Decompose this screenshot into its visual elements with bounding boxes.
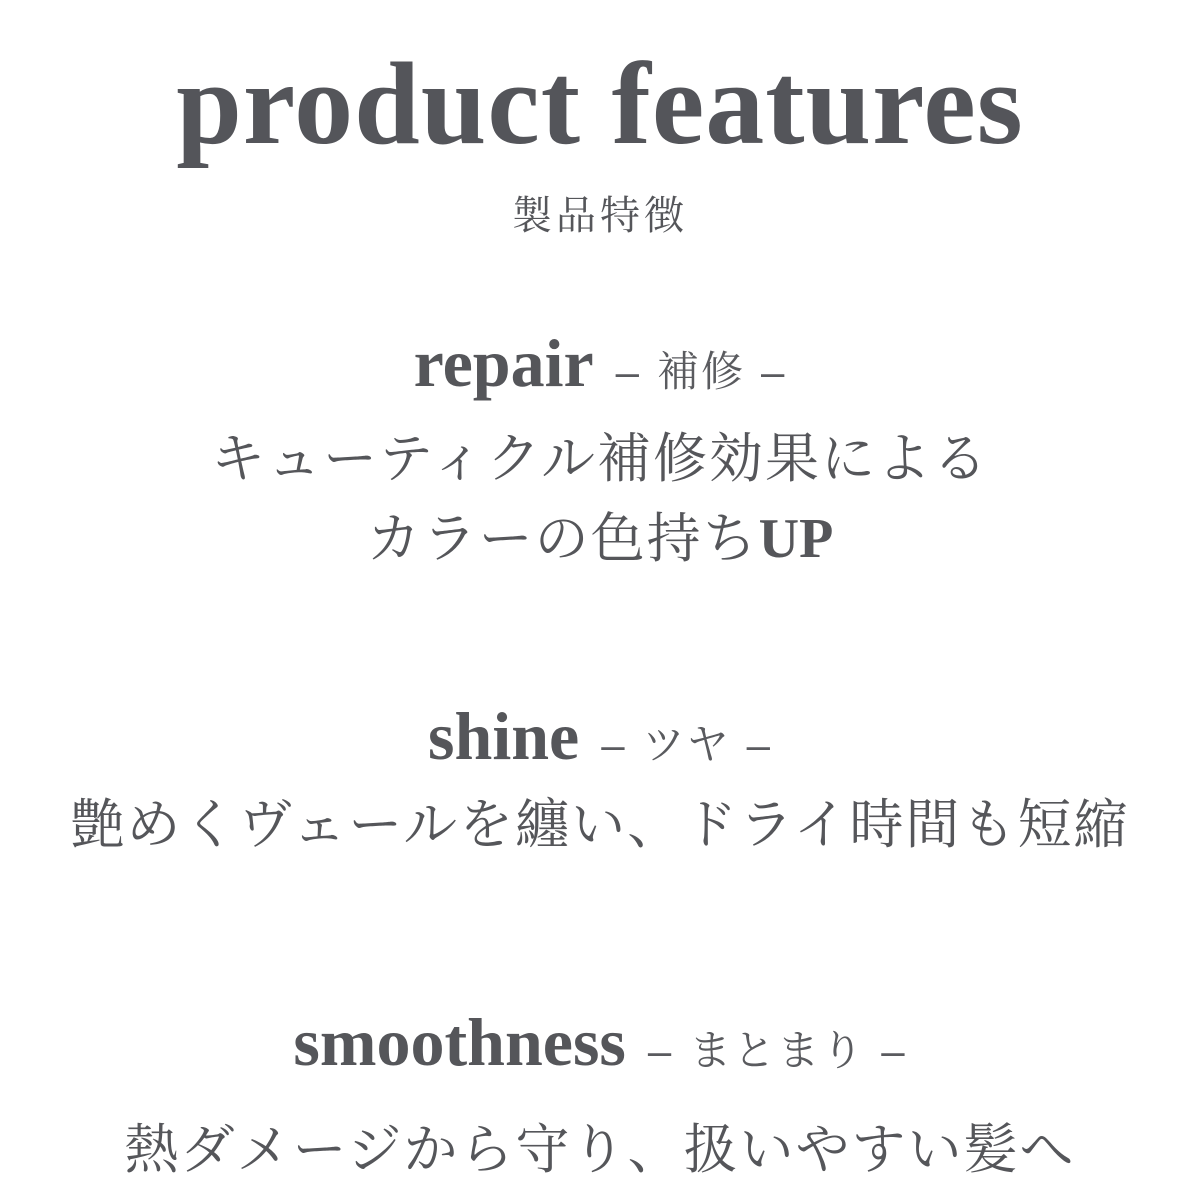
dash-right: – — [746, 720, 772, 768]
section-smoothness-title-ja — [648, 1018, 907, 1078]
dash-right: – — [761, 347, 787, 395]
section-repair — [211, 326, 989, 579]
section-shine-body-line1: 艶めくヴェールを纏い、ドライ時間も短縮 — [70, 795, 1130, 856]
section-smoothness-heading — [293, 1005, 906, 1080]
section-smoothness-ja-label: まとまり — [689, 1027, 866, 1075]
section-shine-ja-label: ツヤ — [642, 720, 731, 768]
section-shine-body — [70, 785, 1129, 865]
section-repair-body-line1: キューティクル補修効果による — [210, 428, 990, 489]
section-repair-body-line2-suffix: UP — [758, 507, 834, 570]
section-repair-body-line2 — [211, 499, 989, 579]
dash-left: – — [615, 347, 641, 395]
section-repair-title-en: repair — [413, 324, 594, 401]
dash-left: – — [647, 1027, 674, 1075]
section-shine — [70, 699, 1129, 866]
dash-left: – — [601, 720, 627, 768]
section-smoothness-body — [125, 1110, 1076, 1190]
dash-right: – — [881, 1027, 907, 1075]
section-smoothness-title-en: smoothness — [293, 1004, 626, 1081]
section-shine-title-en: shine — [428, 697, 580, 774]
section-smoothness — [125, 1005, 1076, 1190]
section-shine-heading — [428, 699, 772, 774]
section-repair-body — [211, 419, 989, 579]
section-smoothness-body-line1: 熱ダメージから守り、扱いやすい髪へ — [124, 1120, 1076, 1181]
page-title: product features — [176, 38, 1024, 169]
section-repair-heading — [414, 326, 787, 401]
page-subtitle: 製品特徴 — [512, 193, 688, 238]
section-repair-title-ja — [616, 339, 787, 399]
section-repair-ja-label: 補修 — [657, 347, 746, 395]
section-shine-title-ja — [601, 712, 772, 772]
section-repair-body-line2-ja: カラーの色持ち — [366, 508, 759, 569]
